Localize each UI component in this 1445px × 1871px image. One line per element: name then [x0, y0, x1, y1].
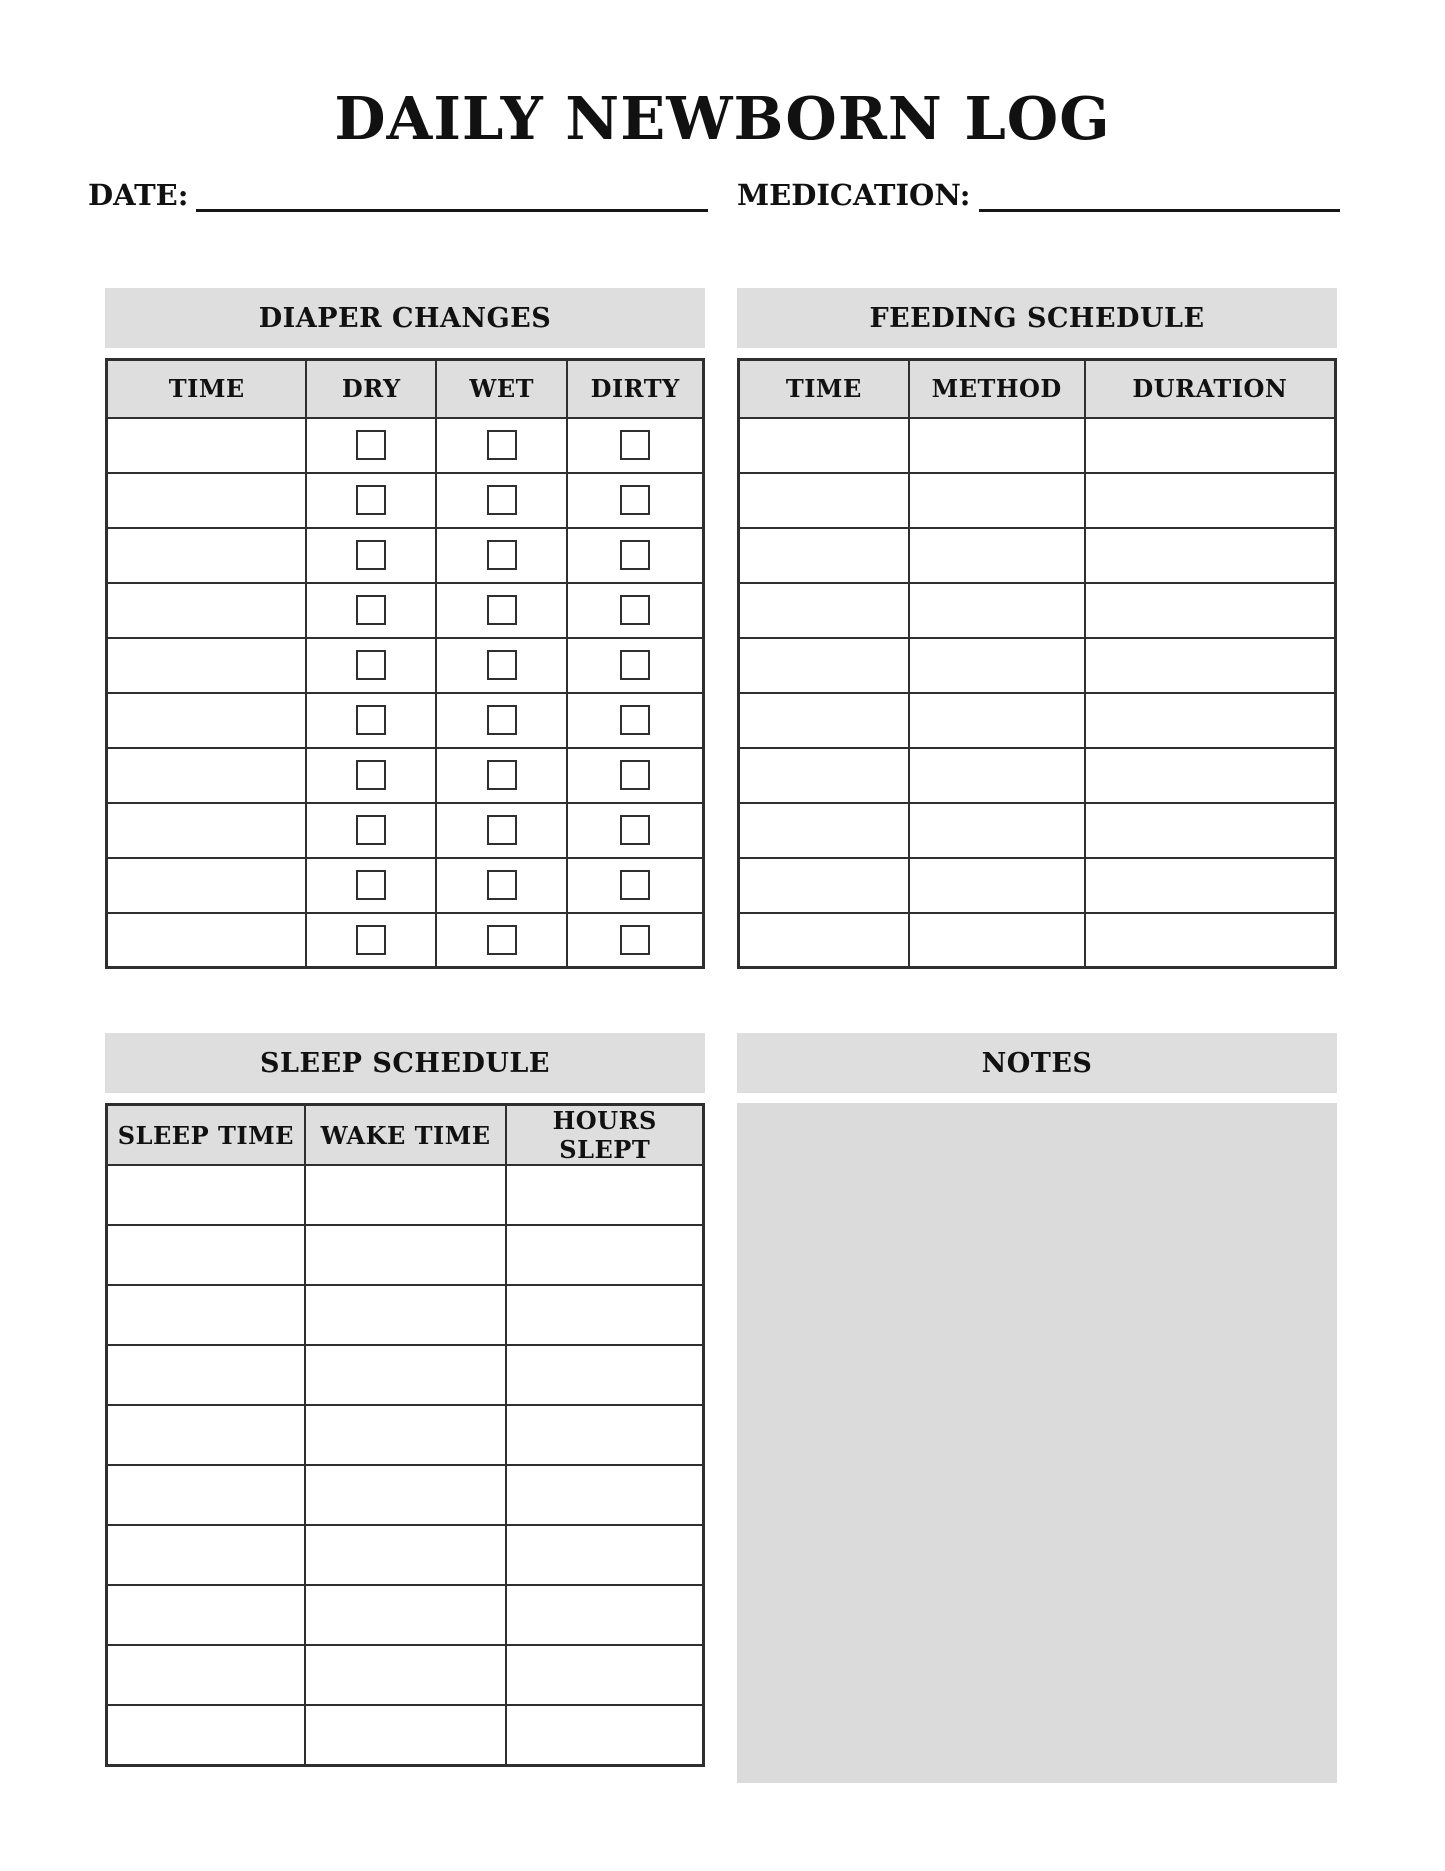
diaper_changes-cell-dry[interactable] [306, 638, 436, 693]
sleep_schedule-row [107, 1645, 704, 1705]
diaper_changes-cell-wet[interactable] [436, 803, 567, 858]
sleep_schedule-cell-sleep-time[interactable] [107, 1165, 305, 1225]
feeding_schedule-cell-method[interactable] [909, 583, 1085, 638]
diaper_changes-cell-wet[interactable] [436, 418, 567, 473]
dirty-checkbox[interactable] [620, 485, 650, 515]
dirty-checkbox[interactable] [620, 650, 650, 680]
diaper_changes-cell-dirty[interactable] [567, 748, 703, 803]
feeding_schedule-cell-method[interactable] [909, 913, 1085, 968]
diaper_changes-cell-wet[interactable] [436, 638, 567, 693]
sleep_schedule-header-row [107, 1105, 704, 1166]
diaper_changes-header-dirty: DIRTY [567, 360, 703, 418]
diaper_changes-cell-time[interactable] [107, 803, 307, 858]
dry-checkbox[interactable] [356, 760, 386, 790]
diaper_changes-cell-dirty[interactable] [567, 803, 703, 858]
dry-checkbox[interactable] [356, 485, 386, 515]
sleep_schedule-cell-wake-time[interactable] [305, 1345, 507, 1405]
feeding_schedule-cell-duration[interactable] [1085, 583, 1336, 638]
diaper-changes-table [105, 358, 705, 969]
dry-checkbox[interactable] [356, 925, 386, 955]
diaper_changes-cell-dry[interactable] [306, 473, 436, 528]
feeding_schedule-cell-duration[interactable] [1085, 748, 1336, 803]
diaper_changes-cell-wet[interactable] [436, 693, 567, 748]
sleep_schedule-cell-sleep-time[interactable] [107, 1705, 305, 1765]
sleep_schedule-cell-hours-slept[interactable] [506, 1345, 703, 1405]
dry-checkbox[interactable] [356, 815, 386, 845]
feeding_schedule-cell-time[interactable] [739, 748, 909, 803]
medication-field [737, 180, 1340, 212]
diaper_changes-header-row [107, 360, 704, 418]
sleep_schedule-cell-hours-slept[interactable] [506, 1465, 703, 1525]
diaper_changes-cell-dirty[interactable] [567, 418, 703, 473]
diaper_changes-cell-time[interactable] [107, 913, 307, 968]
diaper_changes-cell-time[interactable] [107, 528, 307, 583]
date-field [88, 180, 708, 212]
sleep_schedule-header-wake-time: WAKE TIME [305, 1105, 507, 1166]
feeding_schedule-cell-time[interactable] [739, 473, 909, 528]
diaper_changes-cell-wet[interactable] [436, 858, 567, 913]
notes-area[interactable] [737, 1103, 1337, 1783]
date-input-line[interactable] [196, 180, 708, 212]
sleep_schedule-cell-hours-slept[interactable] [506, 1585, 703, 1645]
feeding_schedule-cell-duration[interactable] [1085, 638, 1336, 693]
diaper_changes-row [107, 748, 704, 803]
page-title: DAILY NEWBORN LOG [334, 84, 1111, 153]
diaper_changes-cell-wet[interactable] [436, 528, 567, 583]
medication-label: MEDICATION: [737, 178, 971, 213]
diaper_changes-cell-dry[interactable] [306, 858, 436, 913]
feeding_schedule-cell-duration[interactable] [1085, 473, 1336, 528]
diaper_changes-cell-dirty[interactable] [567, 693, 703, 748]
diaper_changes-cell-time[interactable] [107, 638, 307, 693]
sleep_schedule-cell-hours-slept[interactable] [506, 1705, 703, 1765]
sleep_schedule-cell-hours-slept[interactable] [506, 1165, 703, 1225]
diaper_changes-cell-dry[interactable] [306, 583, 436, 638]
sleep_schedule-row [107, 1585, 704, 1645]
sleep_schedule-row [107, 1525, 704, 1585]
wet-checkbox[interactable] [487, 870, 517, 900]
feeding_schedule-header-row [739, 360, 1336, 418]
dirty-checkbox[interactable] [620, 870, 650, 900]
sleep_schedule-cell-hours-slept[interactable] [506, 1645, 703, 1705]
dry-checkbox[interactable] [356, 705, 386, 735]
feeding_schedule-cell-time[interactable] [739, 858, 909, 913]
wet-checkbox[interactable] [487, 430, 517, 460]
wet-checkbox[interactable] [487, 650, 517, 680]
feeding_schedule-cell-duration[interactable] [1085, 528, 1336, 583]
feeding_schedule-cell-method[interactable] [909, 638, 1085, 693]
feeding_schedule-row [739, 803, 1336, 858]
dirty-checkbox[interactable] [620, 540, 650, 570]
sleep_schedule-row [107, 1345, 704, 1405]
feeding_schedule-header-method: METHOD [909, 360, 1085, 418]
feeding-schedule-table [737, 358, 1337, 969]
diaper_changes-row [107, 913, 704, 968]
sleep_schedule-cell-sleep-time[interactable] [107, 1285, 305, 1345]
feeding_schedule-cell-time[interactable] [739, 528, 909, 583]
sleep_schedule-cell-wake-time[interactable] [305, 1585, 507, 1645]
feeding_schedule-cell-duration[interactable] [1085, 913, 1336, 968]
dirty-checkbox[interactable] [620, 595, 650, 625]
diaper_changes-row [107, 528, 704, 583]
diaper_changes-cell-time[interactable] [107, 748, 307, 803]
diaper_changes-cell-wet[interactable] [436, 583, 567, 638]
sleep_schedule-cell-wake-time[interactable] [305, 1465, 507, 1525]
feeding_schedule-cell-time[interactable] [739, 803, 909, 858]
wet-checkbox[interactable] [487, 595, 517, 625]
sleep_schedule-cell-sleep-time[interactable] [107, 1345, 305, 1405]
diaper_changes-cell-dirty[interactable] [567, 528, 703, 583]
diaper_changes-header-time: TIME [107, 360, 307, 418]
dry-checkbox[interactable] [356, 430, 386, 460]
diaper_changes-cell-dry[interactable] [306, 913, 436, 968]
sleep_schedule-cell-hours-slept[interactable] [506, 1525, 703, 1585]
diaper_changes-cell-wet[interactable] [436, 913, 567, 968]
dirty-checkbox[interactable] [620, 760, 650, 790]
sleep_schedule-cell-sleep-time[interactable] [107, 1525, 305, 1585]
diaper_changes-cell-time[interactable] [107, 583, 307, 638]
diaper_changes-cell-dirty[interactable] [567, 638, 703, 693]
wet-checkbox[interactable] [487, 705, 517, 735]
feeding_schedule-cell-duration[interactable] [1085, 693, 1336, 748]
dirty-checkbox[interactable] [620, 925, 650, 955]
diaper_changes-row [107, 418, 704, 473]
diaper_changes-row [107, 638, 704, 693]
dirty-checkbox[interactable] [620, 705, 650, 735]
diaper_changes-cell-time[interactable] [107, 858, 307, 913]
date-label: DATE: [88, 178, 189, 213]
sleep_schedule-cell-hours-slept[interactable] [506, 1225, 703, 1285]
diaper_changes-header-wet: WET [436, 360, 567, 418]
feeding_schedule-row [739, 913, 1336, 968]
feeding_schedule-row [739, 693, 1336, 748]
sleep_schedule-cell-wake-time[interactable] [305, 1645, 507, 1705]
sleep_schedule-cell-sleep-time[interactable] [107, 1465, 305, 1525]
wet-checkbox[interactable] [487, 925, 517, 955]
sleep_schedule-cell-sleep-time[interactable] [107, 1585, 305, 1645]
diaper_changes-row [107, 858, 704, 913]
diaper_changes-cell-dry[interactable] [306, 418, 436, 473]
diaper_changes-row [107, 473, 704, 528]
sleep_schedule-cell-wake-time[interactable] [305, 1225, 507, 1285]
feeding_schedule-cell-method[interactable] [909, 858, 1085, 913]
medication-input-line[interactable] [979, 180, 1340, 212]
diaper_changes-cell-dry[interactable] [306, 803, 436, 858]
feeding_schedule-header-time: TIME [739, 360, 909, 418]
feeding_schedule-row [739, 528, 1336, 583]
diaper_changes-cell-dry[interactable] [306, 528, 436, 583]
sleep_schedule-row [107, 1225, 704, 1285]
diaper_changes-cell-dirty[interactable] [567, 858, 703, 913]
notes-section-title: NOTES [737, 1033, 1337, 1093]
feeding_schedule-row [739, 418, 1336, 473]
feeding_schedule-header-duration: DURATION [1085, 360, 1336, 418]
diaper_changes-cell-wet[interactable] [436, 748, 567, 803]
feeding-schedule-section-title: FEEDING SCHEDULE [737, 288, 1337, 348]
diaper_changes-cell-time[interactable] [107, 473, 307, 528]
feeding_schedule-cell-time[interactable] [739, 913, 909, 968]
diaper_changes-cell-wet[interactable] [436, 473, 567, 528]
diaper_changes-cell-time[interactable] [107, 693, 307, 748]
feeding_schedule-cell-duration[interactable] [1085, 803, 1336, 858]
sleep_schedule-cell-sleep-time[interactable] [107, 1225, 305, 1285]
sleep_schedule-cell-hours-slept[interactable] [506, 1405, 703, 1465]
feeding_schedule-cell-time[interactable] [739, 693, 909, 748]
dirty-checkbox[interactable] [620, 815, 650, 845]
sleep_schedule-header-hours-slept: HOURS SLEPT [506, 1105, 703, 1166]
feeding_schedule-cell-method[interactable] [909, 748, 1085, 803]
sleep_schedule-header-sleep-time: SLEEP TIME [107, 1105, 305, 1166]
feeding_schedule-row [739, 473, 1336, 528]
feeding_schedule-row [739, 583, 1336, 638]
feeding_schedule-cell-method[interactable] [909, 473, 1085, 528]
diaper-changes-section-title: DIAPER CHANGES [105, 288, 705, 348]
diaper_changes-cell-dry[interactable] [306, 748, 436, 803]
sleep_schedule-cell-sleep-time[interactable] [107, 1405, 305, 1465]
sleep_schedule-cell-wake-time[interactable] [305, 1525, 507, 1585]
feeding_schedule-cell-time[interactable] [739, 418, 909, 473]
wet-checkbox[interactable] [487, 540, 517, 570]
sleep_schedule-cell-wake-time[interactable] [305, 1405, 507, 1465]
diaper_changes-cell-time[interactable] [107, 418, 307, 473]
feeding_schedule-cell-duration[interactable] [1085, 858, 1336, 913]
wet-checkbox[interactable] [487, 485, 517, 515]
sleep_schedule-cell-sleep-time[interactable] [107, 1645, 305, 1705]
feeding_schedule-row [739, 858, 1336, 913]
diaper_changes-cell-dirty[interactable] [567, 473, 703, 528]
diaper_changes-cell-dirty[interactable] [567, 913, 703, 968]
diaper_changes-cell-dirty[interactable] [567, 583, 703, 638]
dry-checkbox[interactable] [356, 540, 386, 570]
feeding_schedule-cell-method[interactable] [909, 803, 1085, 858]
diaper_changes-header-dry: DRY [306, 360, 436, 418]
dry-checkbox[interactable] [356, 650, 386, 680]
diaper_changes-cell-dry[interactable] [306, 693, 436, 748]
sleep_schedule-cell-hours-slept[interactable] [506, 1285, 703, 1345]
sleep_schedule-row [107, 1705, 704, 1765]
wet-checkbox[interactable] [487, 760, 517, 790]
sleep-schedule-table [105, 1103, 705, 1767]
feeding_schedule-cell-duration[interactable] [1085, 418, 1336, 473]
sleep_schedule-row [107, 1405, 704, 1465]
wet-checkbox[interactable] [487, 815, 517, 845]
feeding_schedule-cell-time[interactable] [739, 638, 909, 693]
feeding_schedule-row [739, 748, 1336, 803]
feeding_schedule-cell-method[interactable] [909, 693, 1085, 748]
sleep_schedule-row [107, 1165, 704, 1225]
feeding_schedule-cell-time[interactable] [739, 583, 909, 638]
sleep-schedule-section-title: SLEEP SCHEDULE [105, 1033, 705, 1093]
dry-checkbox[interactable] [356, 595, 386, 625]
diaper_changes-row [107, 803, 704, 858]
sleep_schedule-cell-wake-time[interactable] [305, 1285, 507, 1345]
sleep_schedule-row [107, 1465, 704, 1525]
dry-checkbox[interactable] [356, 870, 386, 900]
sleep_schedule-cell-wake-time[interactable] [305, 1705, 507, 1765]
diaper_changes-row [107, 583, 704, 638]
feeding_schedule-cell-method[interactable] [909, 528, 1085, 583]
diaper_changes-row [107, 693, 704, 748]
dirty-checkbox[interactable] [620, 430, 650, 460]
feeding_schedule-cell-method[interactable] [909, 418, 1085, 473]
sleep_schedule-cell-wake-time[interactable] [305, 1165, 507, 1225]
feeding_schedule-row [739, 638, 1336, 693]
sleep_schedule-row [107, 1285, 704, 1345]
